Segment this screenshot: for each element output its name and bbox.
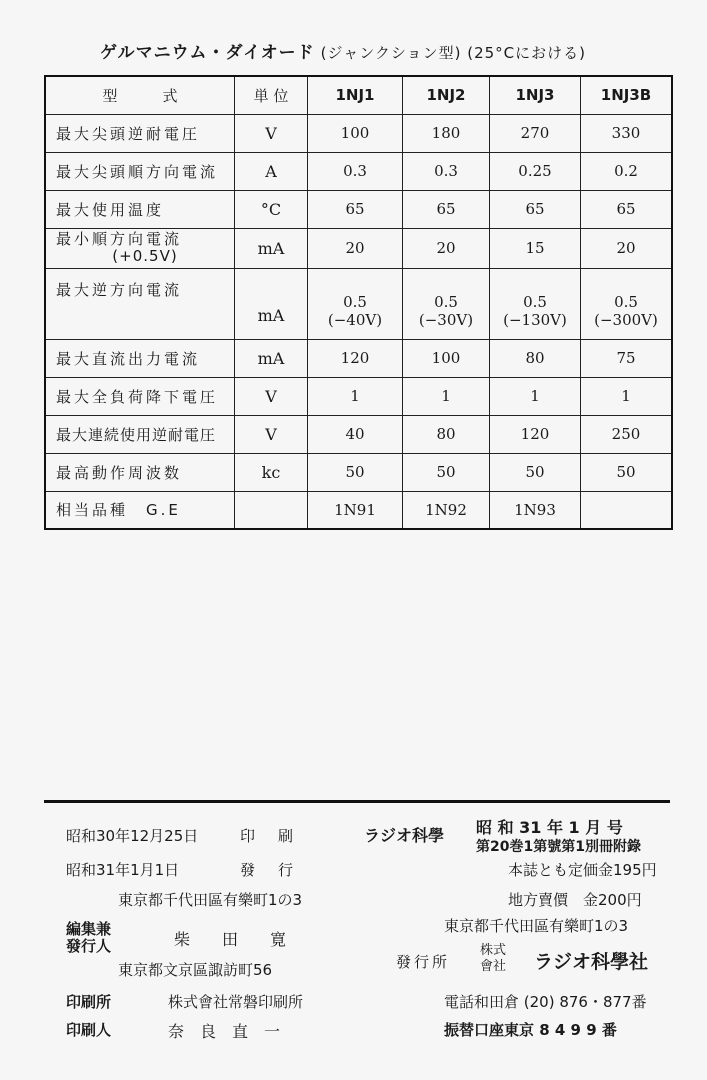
title-text: ゲルマニウム・ダイオード: [100, 43, 315, 63]
value-cell: 50: [490, 453, 581, 491]
unit-cell: V: [235, 114, 308, 152]
value-cell: 20: [581, 228, 673, 268]
header-unit: 単 位: [235, 76, 308, 114]
value-cell: 100: [403, 339, 490, 377]
param-cell: 最大使用温度: [45, 190, 235, 228]
price-main: 本誌とも定価金195円: [508, 861, 657, 879]
unit-cell: mA: [235, 339, 308, 377]
table-row: [45, 190, 672, 228]
param-line1: 最小順方向電流: [56, 230, 183, 248]
unit-cell: V: [235, 415, 308, 453]
issue-label: 昭 和 31 年 1 月 号: [476, 818, 623, 837]
publisher-label: 發行所: [396, 953, 451, 971]
param-cell: 最大連続使用逆耐電圧: [45, 415, 235, 453]
value-cell: 20: [403, 228, 490, 268]
table-row: [45, 453, 672, 491]
table-row: [45, 377, 672, 415]
current-value: 0.5: [523, 292, 547, 311]
issue-date: 昭和31年1月1日: [66, 861, 180, 879]
param-cell: 最高動作周波数: [45, 453, 235, 491]
colophon: [44, 800, 670, 1043]
print-label: 印 刷: [240, 827, 298, 845]
param-cell: [45, 228, 235, 268]
transfer-account: 振替口座東京 8 4 9 9 番: [444, 1021, 617, 1039]
issue-date-label: 發 行: [240, 861, 298, 879]
param-cell: 最大尖頭順方向電流: [45, 152, 235, 190]
header-1nj2: 1NJ2: [403, 76, 490, 114]
value-cell: [490, 268, 581, 339]
current-value: 0.5: [614, 292, 638, 311]
printer-label: 印刷所: [66, 993, 112, 1011]
magazine-name: ラジオ科學: [364, 826, 445, 845]
value-cell: 120: [490, 415, 581, 453]
publisher-name: ラジオ科學社: [534, 951, 649, 973]
printer-person-label: 印刷人: [66, 1021, 112, 1039]
value-cell: 0.2: [581, 152, 673, 190]
value-cell: 65: [490, 190, 581, 228]
voltage-condition: (−30V): [418, 310, 474, 329]
value-cell: 75: [581, 339, 673, 377]
value-cell: 65: [308, 190, 403, 228]
value-cell: 80: [490, 339, 581, 377]
table-row: [45, 152, 672, 190]
table-row: [45, 268, 672, 339]
header-1nj3b: 1NJ3B: [581, 76, 673, 114]
editor-label: 編集兼發行人: [66, 920, 112, 955]
publisher-address: 東京都千代田區有樂町1の3: [118, 891, 303, 909]
value-cell: 0.3: [308, 152, 403, 190]
value-cell: 20: [308, 228, 403, 268]
voltage-condition: (−130V): [503, 310, 567, 329]
value-cell: 50: [403, 453, 490, 491]
value-cell: 1: [490, 377, 581, 415]
table-row: [45, 228, 672, 268]
voltage-condition: (−40V): [327, 310, 383, 329]
unit-cell: [235, 491, 308, 529]
value-cell: 0.3: [403, 152, 490, 190]
unit-cell: °C: [235, 190, 308, 228]
voltage-condition: (−300V): [594, 310, 658, 329]
param-cell: 最大尖頭逆耐電圧: [45, 114, 235, 152]
value-cell: 40: [308, 415, 403, 453]
unit-cell: V: [235, 377, 308, 415]
param-cell: 最大逆方向電流: [45, 268, 235, 339]
value-cell: 250: [581, 415, 673, 453]
header-type: 型 式: [45, 76, 235, 114]
value-cell: [403, 268, 490, 339]
printer-name: 株式會社常磐印刷所: [168, 993, 304, 1011]
param-cell: 最大直流出力電流: [45, 339, 235, 377]
value-cell: 1N92: [403, 491, 490, 529]
value-cell: [308, 268, 403, 339]
value-cell: 1N93: [490, 491, 581, 529]
value-cell: 0.25: [490, 152, 581, 190]
value-cell: 65: [581, 190, 673, 228]
param-cell: 最大全負荷降下電圧: [45, 377, 235, 415]
phone-number: 電話和田倉 (20) 876・877番: [444, 993, 647, 1011]
table-row: [45, 415, 672, 453]
table-row: [45, 339, 672, 377]
volume-label: 第20巻1第號第1別冊附錄: [476, 839, 641, 855]
table-row: [45, 114, 672, 152]
param-cell: 相当品種 G.E: [45, 491, 235, 529]
diode-spec-table: [44, 75, 673, 530]
unit-cell: mA: [235, 228, 308, 268]
value-cell: 80: [403, 415, 490, 453]
value-cell: 15: [490, 228, 581, 268]
value-cell: 1: [581, 377, 673, 415]
price-regional: 地方賣價 金200円: [508, 891, 642, 909]
unit-cell: mA: [235, 268, 308, 339]
editor-name: 柴 田 寛: [174, 930, 287, 949]
value-cell: [581, 268, 673, 339]
corp-label: 株式會社: [480, 943, 507, 974]
print-date: 昭和30年12月25日: [66, 827, 199, 845]
current-value: 0.5: [434, 292, 458, 311]
table-row: [45, 491, 672, 529]
editor-address: 東京都文京區諏訪町56: [118, 961, 273, 979]
value-cell: 270: [490, 114, 581, 152]
header-1nj1: 1NJ1: [308, 76, 403, 114]
printer-person-name: 奈 良 直 一: [168, 1022, 281, 1041]
office-address: 東京都千代田區有樂町1の3: [444, 917, 629, 935]
value-cell: 120: [308, 339, 403, 377]
table-header-row: [45, 76, 672, 114]
value-cell: 100: [308, 114, 403, 152]
value-cell: 50: [308, 453, 403, 491]
value-cell: 50: [581, 453, 673, 491]
page-title: [100, 38, 640, 63]
param-line2: (+0.5V): [112, 247, 178, 265]
value-cell: 65: [403, 190, 490, 228]
unit-cell: kc: [235, 453, 308, 491]
value-cell: 1: [403, 377, 490, 415]
current-value: 0.5: [343, 292, 367, 311]
value-cell: 180: [403, 114, 490, 152]
value-cell: 1: [308, 377, 403, 415]
unit-cell: A: [235, 152, 308, 190]
subtitle-text: (ジャンクション型) (25°Cにおける): [320, 44, 586, 62]
value-cell: 1N91: [308, 491, 403, 529]
value-cell: 330: [581, 114, 673, 152]
value-cell: [581, 491, 673, 529]
header-1nj3: 1NJ3: [490, 76, 581, 114]
